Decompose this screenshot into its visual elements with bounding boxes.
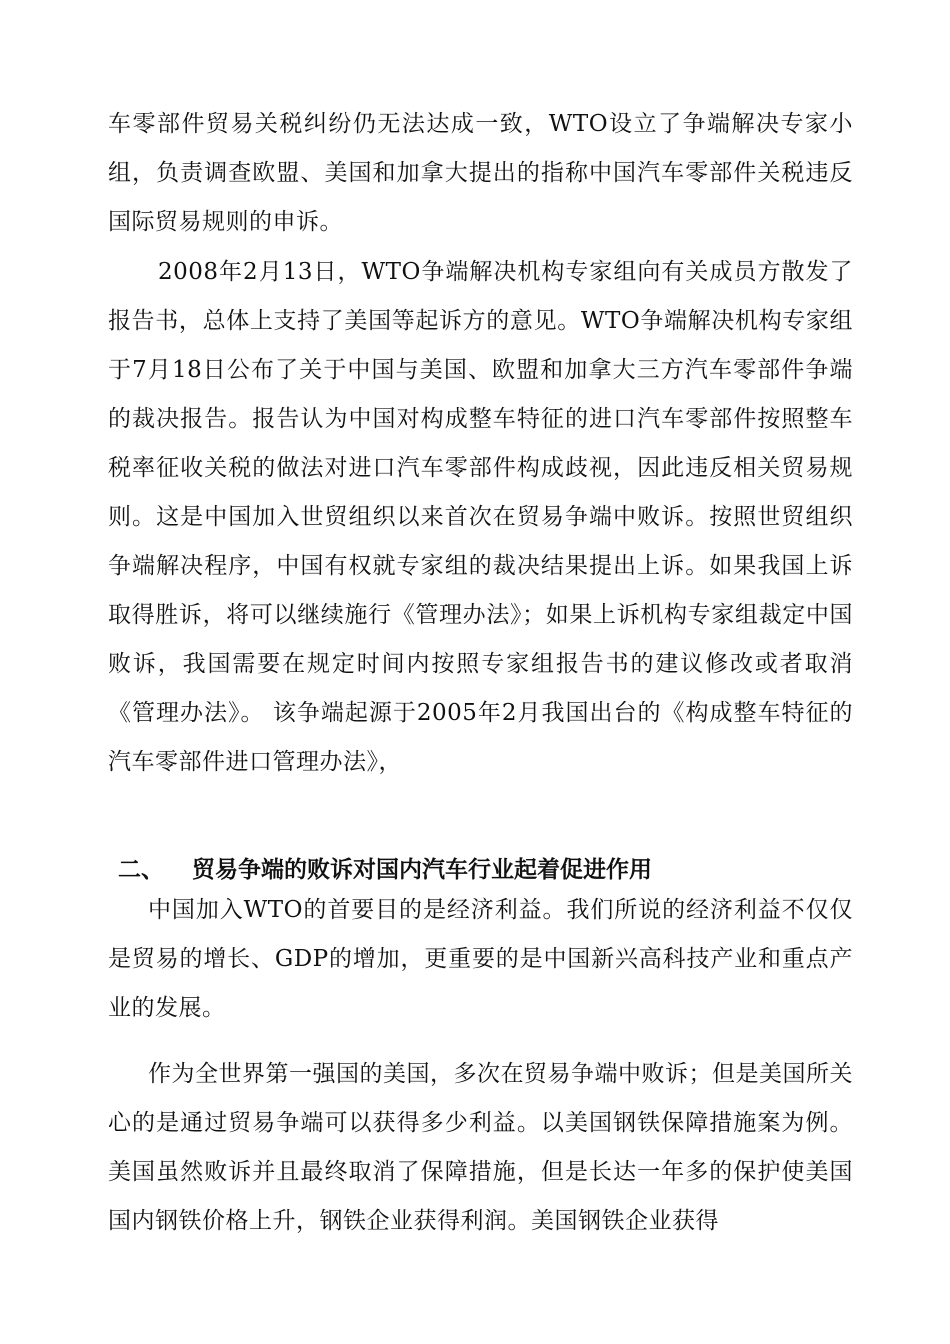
paragraph-continuation: 车零部件贸易关税纠纷仍无法达成一致，WTO设立了争端解决专家小组，负责调查欧盟、美国和加拿大提出的指称中国汽车零部件关税违反国际贸易规则的申诉。 xyxy=(108,111,853,235)
section-title: 贸易争端的败诉对国内汽车行业起着促进作用 xyxy=(192,857,652,883)
paragraph-dispute-ruling: 2008年2月13日，WTO争端解决机构专家组向有关成员方散发了报告书，总体上支持了美国等起诉方的意见。WTO争端解决机构专家组于7月18日公布了关于中国与美国、欧盟和加拿大三方汽车零部件争端的裁决报告。报告认为中国对构成整车特征的进口汽车零部件按照整车税率征收关税的做法对进口汽车零部件构成歧视，因此违反相关贸易规则。这是中国加入世贸组织以来首次在贸易争端中败诉。按照世贸组织争端解决程序，中国有权就专家组的裁决结果提出上诉。如果我国上诉取得胜诉，将可以继续施行《管理办法》；如果上诉机构专家组裁定中国败诉，我国需要在规定时间内按照专家组报告书的建议修改或者取消《管理办法》。 该争端起源于2005年2月我国出台的《构成整车特征的汽车零部件进口管理办法》， xyxy=(108,259,853,775)
paragraph-economic-interest: 中国加入WTO的首要目的是经济利益。我们所说的经济利益不仅仅是贸易的增长、GDP的增加，更重要的是中国新兴高科技产业和重点产业的发展。 xyxy=(108,897,853,1021)
section-number: 二、 xyxy=(118,857,164,883)
paragraph-us-steel-example: 作为全世界第一强国的美国，多次在贸易争端中败诉；但是美国所关心的是通过贸易争端可以获得多少利益。以美国钢铁保障措施案为例。美国虽然败诉并且最终取消了保障措施，但是长达一年多的保护使美国国内钢铁价格上升，钢铁企业获得利润。美国钢铁企业获得 xyxy=(108,1061,853,1234)
section-heading xyxy=(118,850,652,890)
